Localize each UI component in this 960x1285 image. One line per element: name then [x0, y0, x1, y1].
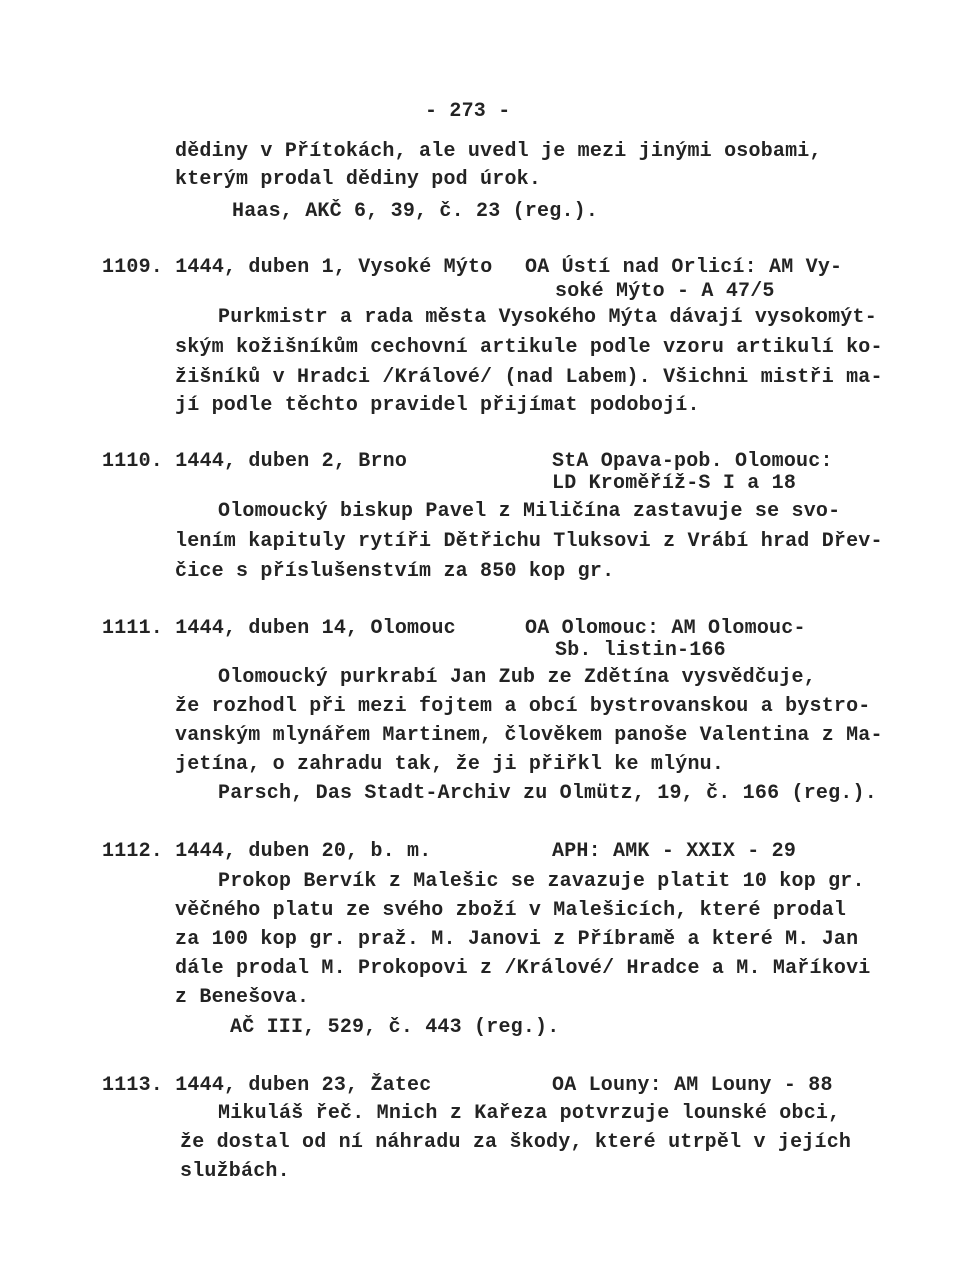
- entry-1109-archive: OA Ústí nad Orlicí: AM Vy-: [525, 256, 843, 279]
- entry-1110-body-3: čice s příslušenstvím za 850 kop gr.: [175, 560, 615, 583]
- entry-1113-body-2: že dostal od ní náhradu za škody, které utrpěl v jejích: [180, 1131, 852, 1154]
- entry-1111-body-1: Olomoucký purkrabí Jan Zub ze Zdětína vysvědčuje,: [218, 666, 816, 689]
- entry-1112-body-5: z Benešova.: [175, 986, 310, 1009]
- entry-1109-body-4: jí podle těchto pravidel přijímat podobojí.: [175, 394, 700, 417]
- entry-1112-heading: 1112. 1444, duben 20, b. m.: [102, 840, 432, 863]
- entry-1110-archive-2: LD Kroměříž-S I a 18: [552, 472, 797, 495]
- entry-1111-citation: Parsch, Das Stadt-Archiv zu Olmütz, 19, č. 166 (reg.).: [218, 782, 877, 805]
- entry-1111-body-4: jetína, o zahradu tak, že ji přiřkl ke mlýnu.: [175, 753, 725, 776]
- entry-1109-body-1: Purkmistr a rada města Vysokého Mýta dávají vysokomýt-: [218, 306, 877, 329]
- entry-1112-body-2: věčného platu ze svého zboží v Malešicích, které prodal: [175, 899, 847, 922]
- entry-1112-body-4: dále prodal M. Prokopovi z /Králové/ Hradce a M. Maříkovi: [175, 957, 871, 980]
- intro-line-1: dědiny v Přítokách, ale uvedl je mezi jinými osobami,: [175, 140, 822, 163]
- entry-1113-heading: 1113. 1444, duben 23, Žatec: [102, 1074, 432, 1097]
- entry-1109-heading: 1109. 1444, duben 1, Vysoké Mýto: [102, 256, 493, 279]
- entry-1111-archive: OA Olomouc: AM Olomouc-: [525, 617, 806, 640]
- entry-1111-body-3: vanským mlynářem Martinem, člověkem panoše Valentina z Ma-: [175, 724, 883, 747]
- entry-1113-body-1: Mikuláš řeč. Mnich z Kařeza potvrzuje lounské obci,: [218, 1102, 841, 1125]
- entry-1113-body-3: službách.: [180, 1160, 290, 1183]
- entry-1110-archive: StA Opava-pob. Olomouc:: [552, 450, 833, 473]
- entry-1112-citation: AČ III, 529, č. 443 (reg.).: [230, 1016, 560, 1039]
- entry-1112-body-1: Prokop Bervík z Malešic se zavazuje platit 10 kop gr.: [218, 870, 865, 893]
- entry-1109-archive-2: soké Mýto - A 47/5: [555, 280, 775, 303]
- entry-1110-body-2: lením kapituly rytíři Dětřichu Tluksovi z Vrábí hrad Dřev-: [175, 530, 883, 553]
- entry-1109-body-3: žišníků v Hradci /Králové/ (nad Labem). Všichni mistři ma-: [175, 366, 883, 389]
- page-number: - 273 -: [425, 100, 511, 123]
- intro-citation: Haas, AKČ 6, 39, č. 23 (reg.).: [232, 200, 599, 223]
- entry-1111-archive-2: Sb. listin-166: [555, 639, 726, 662]
- entry-1111-heading: 1111. 1444, duben 14, Olomouc: [102, 617, 456, 640]
- entry-1110-heading: 1110. 1444, duben 2, Brno: [102, 450, 408, 473]
- entry-1112-archive: APH: AMK - XXIX - 29: [552, 840, 797, 863]
- entry-1112-body-3: za 100 kop gr. praž. M. Janovi z Příbramě a které M. Jan: [175, 928, 859, 951]
- intro-line-2: kterým prodal dědiny pod úrok.: [175, 168, 542, 191]
- entry-1109-body-2: ským kožišníkům cechovní artikule podle vzoru artikulí ko-: [175, 336, 883, 359]
- entry-1111-body-2: že rozhodl při mezi fojtem a obcí bystrovanskou a bystro-: [175, 695, 871, 718]
- entry-1110-body-1: Olomoucký biskup Pavel z Miličína zastavuje se svo-: [218, 500, 841, 523]
- entry-1113-archive: OA Louny: AM Louny - 88: [552, 1074, 833, 1097]
